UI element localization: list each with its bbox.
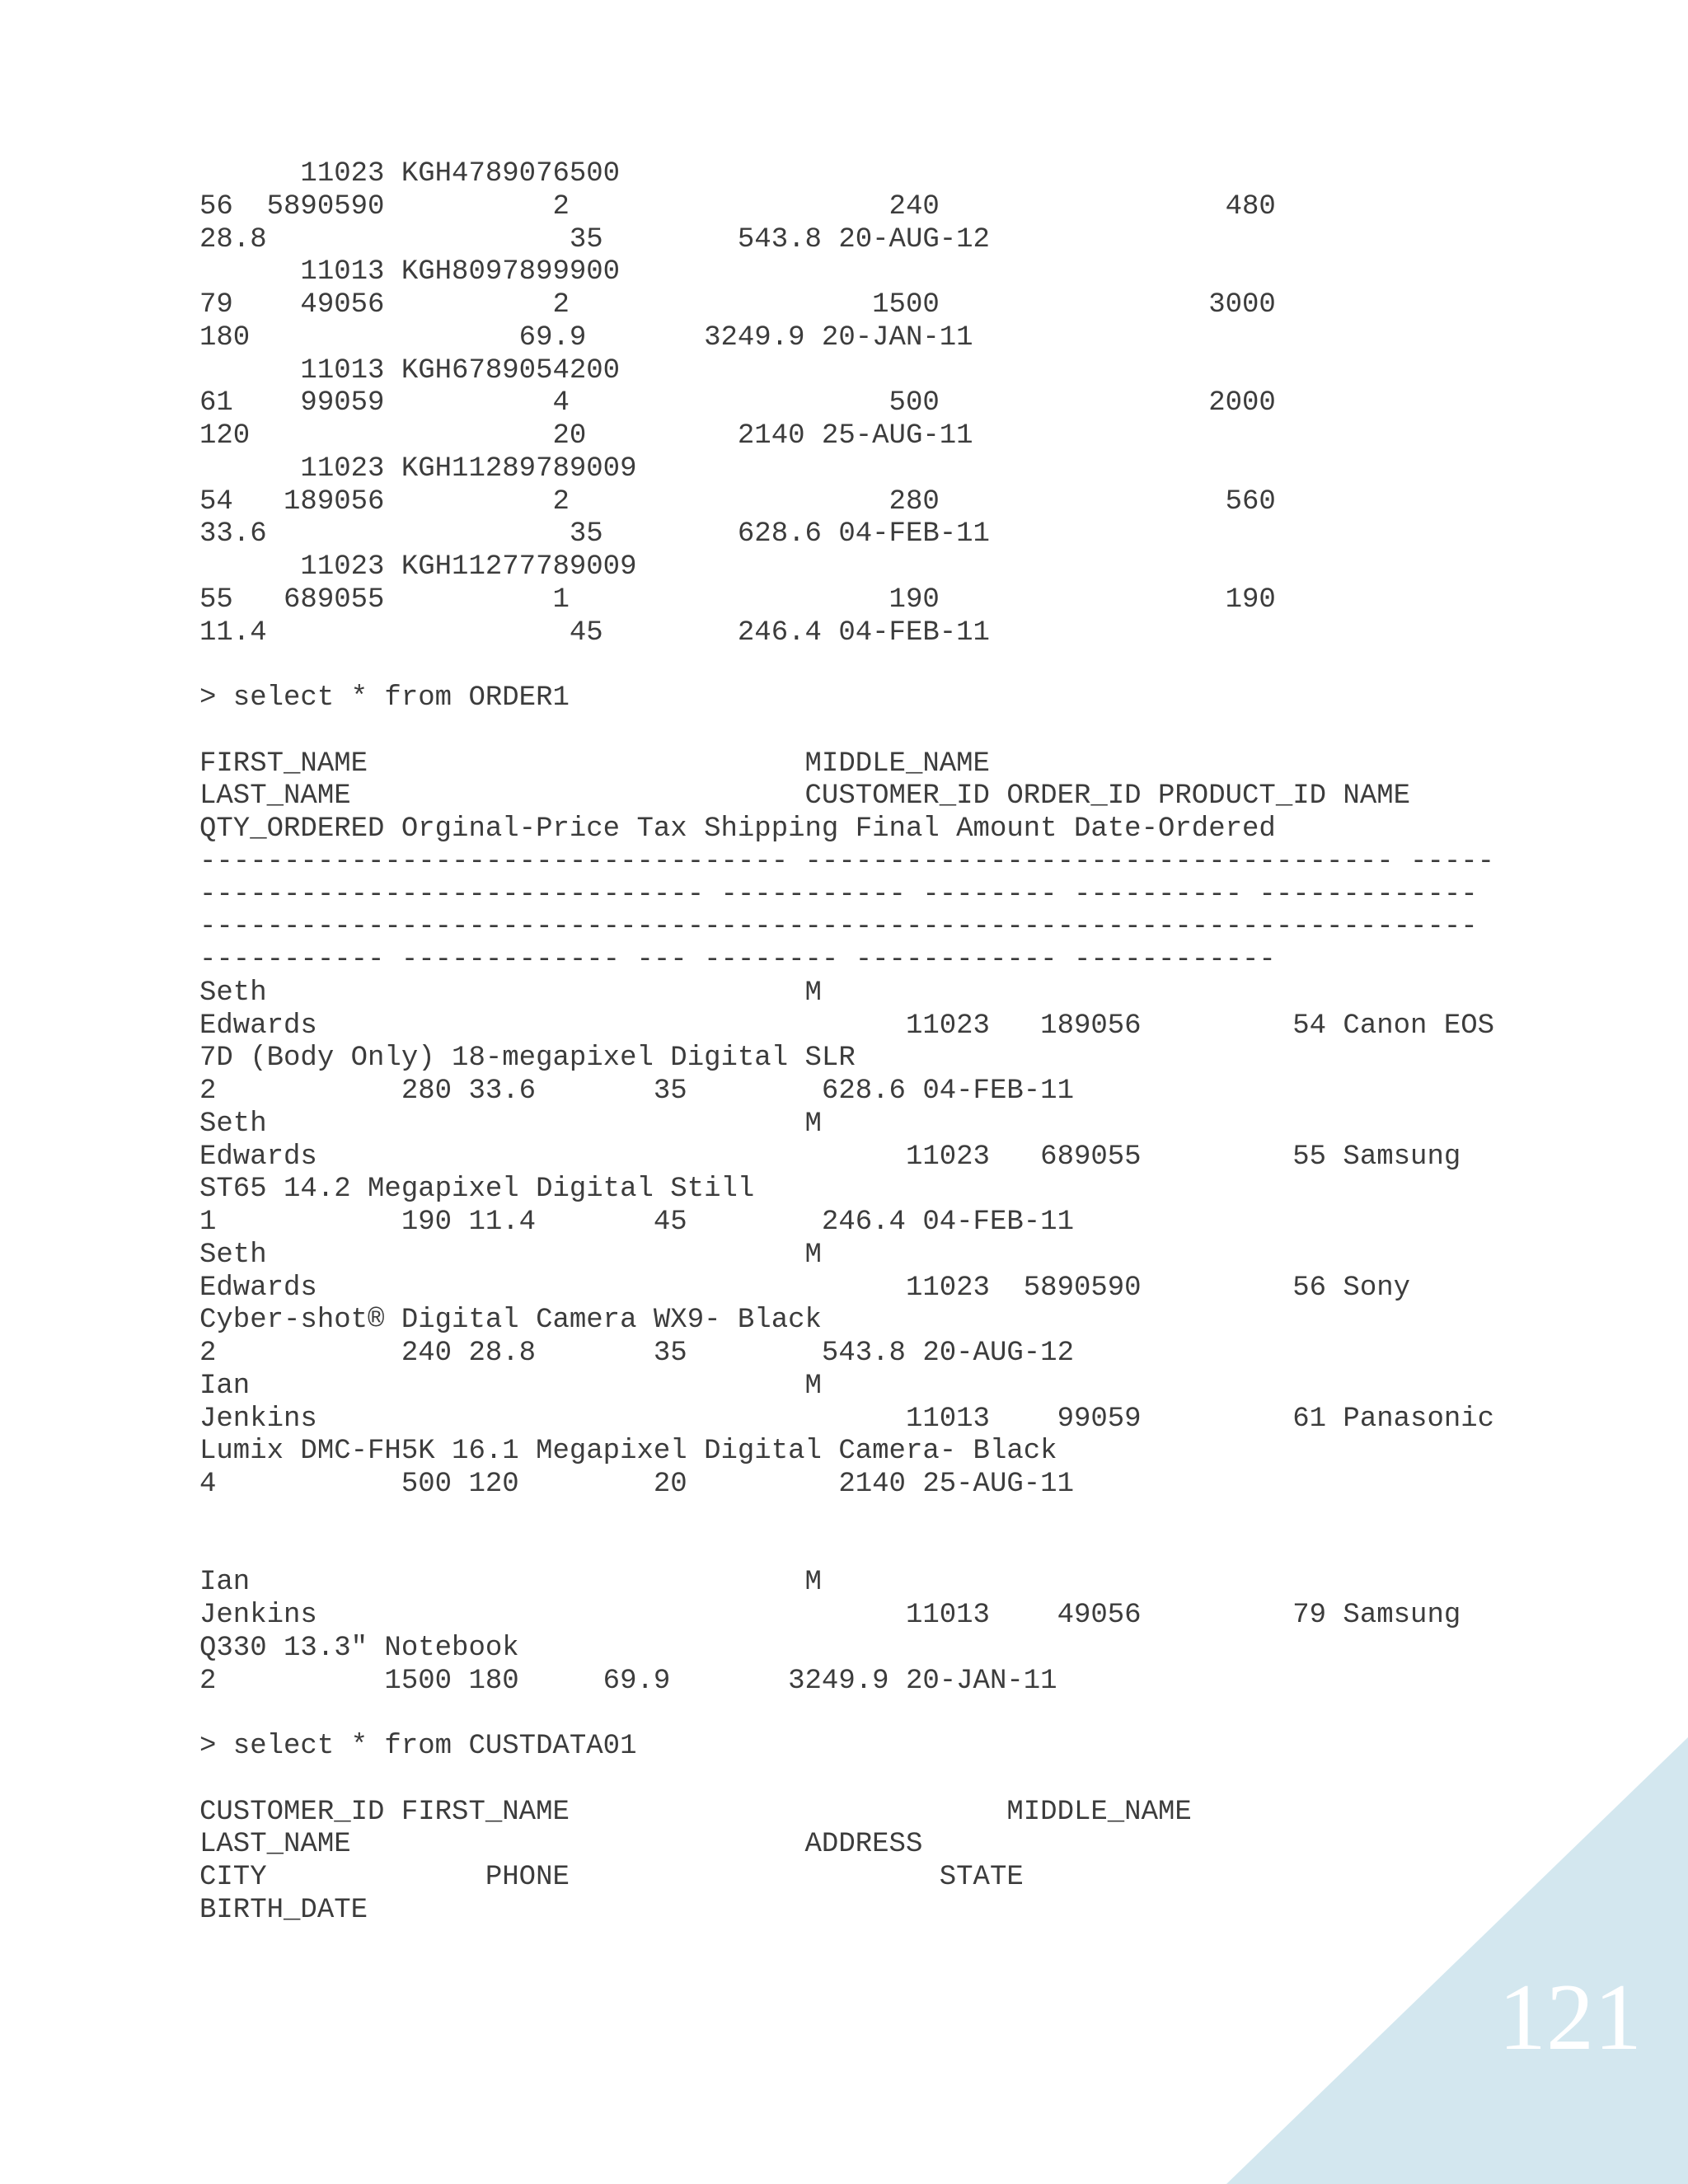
- listing-line: 2 240 28.8 35 543.8 20-AUG-12: [199, 1338, 1074, 1369]
- listing-line: Seth M: [199, 1239, 822, 1271]
- listing-line: 11023 KGH4789076500: [199, 158, 621, 190]
- listing-line: [199, 1535, 1494, 1568]
- listing-line: 120 20 2140 25-AUG-11: [199, 420, 973, 452]
- listing-line: [199, 649, 1494, 682]
- listing-line: 2 1500 180 69.9 3249.9 20-JAN-11: [199, 1665, 1057, 1697]
- listing-line: [199, 1764, 1494, 1797]
- listing-line: ST65 14.2 Megapixel Digital Still: [199, 1174, 755, 1206]
- listing-line: 55 689055 1 190 190: [199, 583, 1276, 616]
- listing-line: Ian M: [199, 1567, 822, 1599]
- listing-line: Lumix DMC-FH5K 16.1 Megapixel Digital Camera- Black: [199, 1436, 1057, 1468]
- listing-line: 180 69.9 3249.9 20-JAN-11: [199, 321, 973, 354]
- listing-line: ----------- ------------- --- -------- ------------ ------------: [199, 944, 1276, 976]
- listing-line: Edwards 11023 689055 55 Samsung: [199, 1141, 1461, 1173]
- listing-line: LAST_NAME CUSTOMER_ID ORDER_ID PRODUCT_ID NAME: [199, 780, 1411, 813]
- listing-line: 1 190 11.4 45 246.4 04-FEB-11: [199, 1207, 1074, 1238]
- listing-line: 4 500 120 20 2140 25-AUG-11: [199, 1469, 1074, 1500]
- listing-line: 7D (Body Only) 18-megapixel Digital SLR: [199, 1043, 856, 1075]
- page-number: 121: [1498, 1965, 1642, 2070]
- listing-line: CUSTOMER_ID FIRST_NAME MIDDLE_NAME: [199, 1796, 1192, 1828]
- listing-line: Seth M: [199, 977, 822, 1009]
- listing-line: 11.4 45 246.4 04-FEB-11: [199, 616, 990, 649]
- listing-line: 11013 KGH6789054200: [199, 354, 621, 387]
- listing-line: Edwards 11023 5890590 56 Sony: [199, 1272, 1411, 1304]
- listing-line: 2 280 33.6 35 628.6 04-FEB-11: [199, 1076, 1074, 1107]
- listing-line: CITY PHONE STATE: [199, 1862, 1024, 1893]
- listing-line: > select * from ORDER1: [199, 682, 570, 714]
- listing-line: Q330 13.3" Notebook: [199, 1632, 519, 1664]
- listing-line: Cyber-shot® Digital Camera WX9- Black: [199, 1305, 822, 1337]
- listing-line: 79 49056 2 1500 3000: [199, 289, 1276, 321]
- listing-line: 33.6 35 628.6 04-FEB-11: [199, 518, 990, 551]
- listing-line: Jenkins 11013 49056 79 Samsung: [199, 1600, 1461, 1631]
- listing-line: 11023 KGH11277789009: [199, 551, 637, 583]
- listing-line: Seth M: [199, 1108, 822, 1140]
- listing-line: [199, 715, 1494, 748]
- listing-line: > select * from CUSTDATA01: [199, 1731, 637, 1762]
- listing-line: ------------------------------ ----------- -------- ---------- -------------: [199, 879, 1478, 911]
- listing-line: 11013 KGH8097899900: [199, 256, 621, 288]
- listing-line: 56 5890590 2 240 480: [199, 190, 1276, 223]
- listing-line: 28.8 35 543.8 20-AUG-12: [199, 223, 990, 255]
- listing-line: ----------------------------------------------------------------------------: [199, 912, 1478, 944]
- listing-line: 11023 KGH11289789009: [199, 452, 637, 485]
- listing-line: 61 99059 4 500 2000: [199, 387, 1276, 419]
- listing-line: QTY_ORDERED Orginal-Price Tax Shipping Final Amount Date-Ordered: [199, 813, 1276, 845]
- listing-line: LAST_NAME ADDRESS: [199, 1829, 923, 1861]
- listing-line: [199, 1698, 1494, 1731]
- listing-line: BIRTH_DATE: [199, 1894, 368, 1926]
- listing-line: Jenkins 11013 99059 61 Panasonic: [199, 1403, 1495, 1435]
- listing-line: [199, 1502, 1494, 1535]
- listing-line: Ian M: [199, 1370, 822, 1402]
- listing-line: 54 189056 2 280 560: [199, 485, 1276, 518]
- listing-line: ----------------------------------- ----------------------------------- -----: [199, 846, 1495, 878]
- sql-output-listing: [199, 158, 1494, 1928]
- listing-line: FIRST_NAME MIDDLE_NAME: [199, 748, 990, 780]
- listing-line: Edwards 11023 189056 54 Canon EOS: [199, 1010, 1495, 1042]
